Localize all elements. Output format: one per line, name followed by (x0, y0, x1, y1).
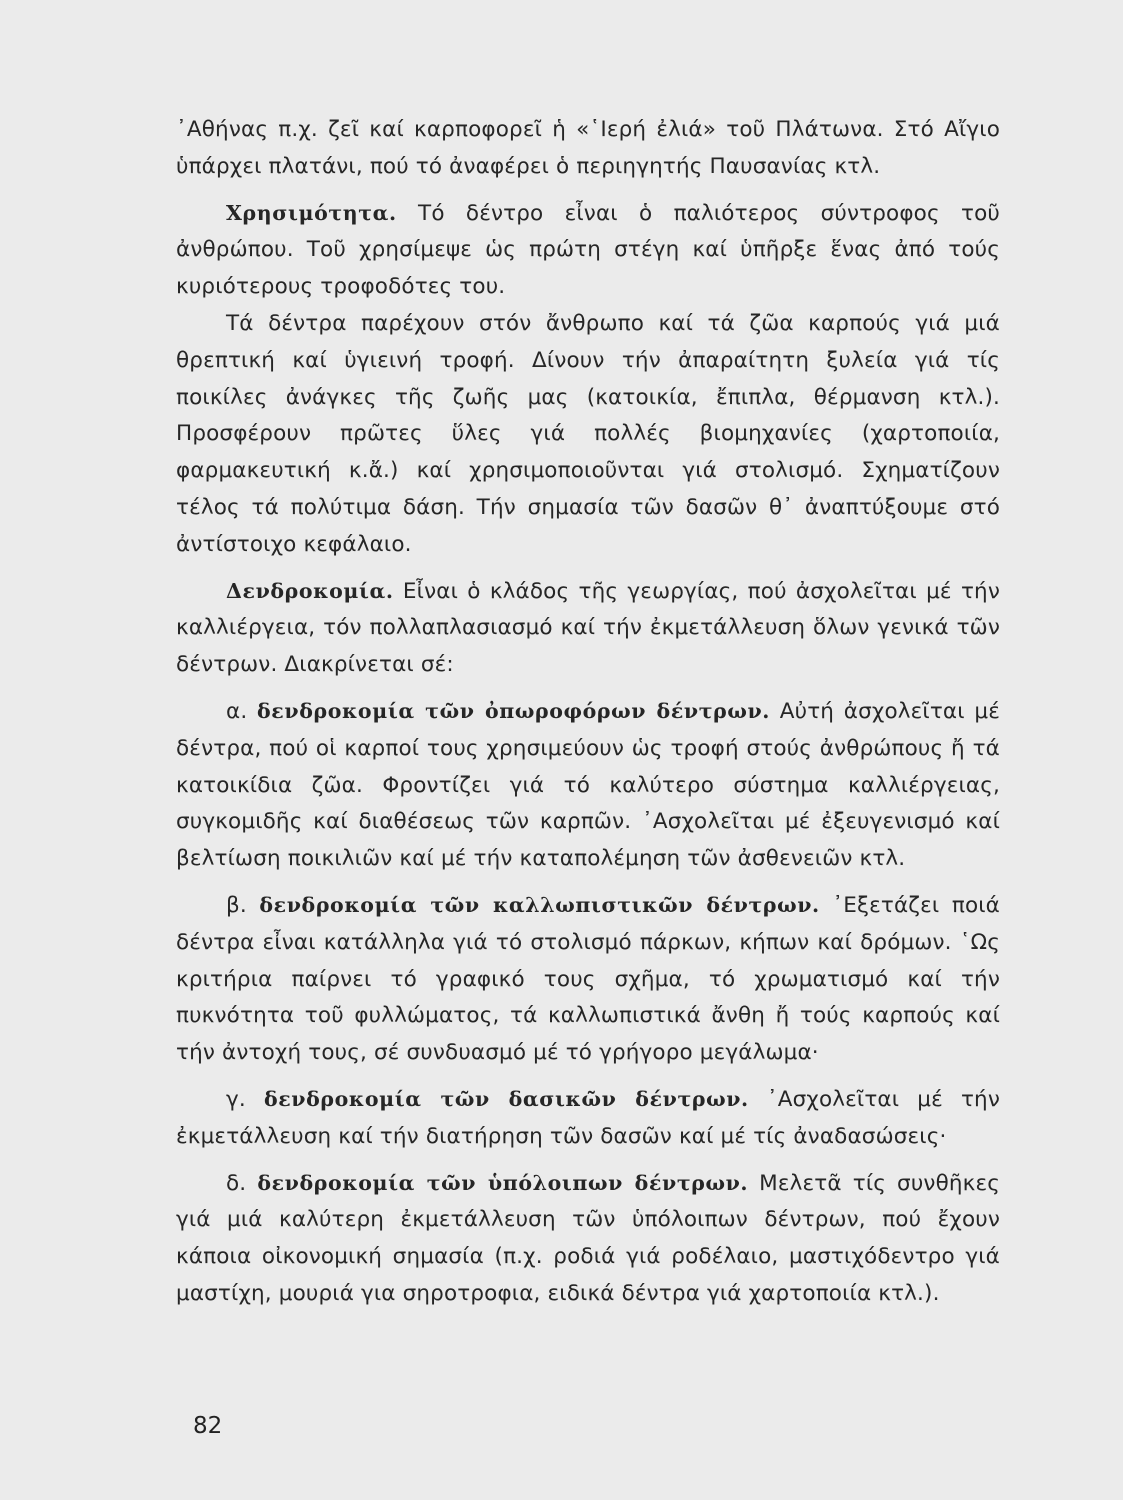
item-prefix: γ. (226, 1086, 246, 1112)
item-prefix: δ. (226, 1170, 247, 1196)
paragraph-text: Εἶναι ὁ κλάδος τῆς γεωργίας, πού ἀσχολεῖται μέ τήν καλλιέργεια, τόν πολλαπλασιασμό καί τήν ἐκμετάλλευση ὅλων γενικά τῶν δέντρων. Διακρίνεται σέ: (176, 578, 1000, 678)
paragraph-item-d (176, 1165, 1000, 1313)
paragraph-intro (176, 112, 1000, 186)
paragraph-benefits (176, 306, 1000, 564)
paragraph-text: ᾿Εξετάζει ποιά δέντρα εἶναι κατάλληλα γιά τό στολισμό πάρκων, κήπων καί δρόμων. ῾Ως κριτήρια παίρνει τό γραφικό τους σχῆμα, τό χρωματισμό καί τήν πυκνότητα τοῦ φυλλώματος, τά καλλωπιστικά ἄνθη ἤ τούς καρπούς καί τήν ἀντοχή τους, σέ συνδυασμό μέ τό γρήγορο μεγάλωμα· (176, 892, 1001, 1066)
paragraph-arboriculture (176, 573, 1000, 684)
item-prefix: α. (226, 698, 248, 724)
section-heading: Χρησιμότητα. (226, 200, 397, 225)
paragraph-text: ᾿Αθήνας π.χ. ζεῖ καί καρποφορεῖ ἡ «῾Ιερή ἐλιά» τοῦ Πλάτωνα. Στό Αἴγιο ὑπάρχει πλατάνι, πού τό ἀναφέρει ὁ περιηγητής Παυσανίας κτλ. (176, 117, 1000, 179)
item-prefix: β. (226, 892, 247, 918)
paragraph-text: Τό δέντρο εἶναι ὁ παλιότερος σύντροφος τοῦ ἀνθρώπου. Τοῦ χρησίμεψε ὡς πρώτη στέγη καί ὑπῆρξε ἕνας ἀπό τούς κυριότερους τροφοδότες του. (176, 200, 1000, 300)
paragraph-usefulness (176, 195, 1000, 306)
item-heading: δενδροκομία τῶν δασικῶν δέντρων. (263, 1086, 749, 1111)
body-text (176, 112, 1000, 1313)
item-heading: δενδροκομία τῶν ὑπόλοιπων δέντρων. (257, 1170, 749, 1195)
paragraph-text: ᾿Ασχολεῖται μέ τήν ἐκμετάλλευση καί τήν διατήρηση τῶν δασῶν καί μέ τίς ἀναδασώσεις· (176, 1086, 1000, 1149)
paragraph-text: Τά δέντρα παρέχουν στόν ἄνθρωπο καί τά ζῶα καρπούς γιά μιά θρεπτική καί ὑγιεινή τροφή. Δίνουν τήν ἀπαραίτητη ξυλεία γιά τίς ποικίλες ἀνάγκες τῆς ζωῆς μας (κατοικία, ἔπιπλα, θέρμανση κτλ.). Προσφέρουν πρῶτες ὕλες γιά πολλές βιομηχανίες (χαρτοποιία, φαρμακευτική κ.ἄ.) καί χρησιμοποιοῦνται γιά στολισμό. Σχηματίζουν τέλος τά πολύτιμα δάση. Τήν σημασία τῶν δασῶν θ᾿ ἀναπτύξουμε στό ἀντίστοιχο κεφάλαιο. (176, 310, 1000, 557)
paragraph-text: Μελετᾶ τίς συνθῆκες γιά μιά καλύτερη ἐκμετάλλευση τῶν ὑπόλοιπων δέντρων, πού ἔχουν κάποια οἰκονομική σημασία (π.χ. ροδιά γιά ροδέλαιο, μαστιχόδεντρο γιά μαστίχη, μουριά για σηροτροφια, ειδικά δέντρα γιά χαρτοποιία κτλ.). (176, 1170, 1001, 1306)
section-heading: Δενδροκομία. (226, 578, 394, 603)
paragraph-text: Αὐτή ἀσχολεῖται μέ δέντρα, πού οἱ καρποί τους χρησιμεύουν ὡς τροφή στούς ἀνθρώπους ἤ τά κατοικίδια ζῶα. Φροντίζει γιά τό καλύτερο σύστημα καλλιέργειας, συγκομιδῆς καί διαθέσεως τῶν καρπῶν. ᾿Ασχολεῖται μέ ἐξευγενισμό καί βελτίωση ποικιλιῶν καί μέ τήν καταπολέμηση τῶν ἀσθενειῶν κτλ. (176, 698, 1000, 872)
item-heading: δενδροκομία τῶν καλλωπιστικῶν δέντρων. (259, 892, 820, 917)
paragraph-item-c (176, 1081, 1000, 1156)
page-number: 82 (193, 1413, 223, 1439)
item-heading: δενδροκομία τῶν ὀπωροφόρων δέντρων. (257, 698, 771, 723)
paragraph-item-b (176, 887, 1000, 1072)
paragraph-item-a (176, 693, 1000, 878)
